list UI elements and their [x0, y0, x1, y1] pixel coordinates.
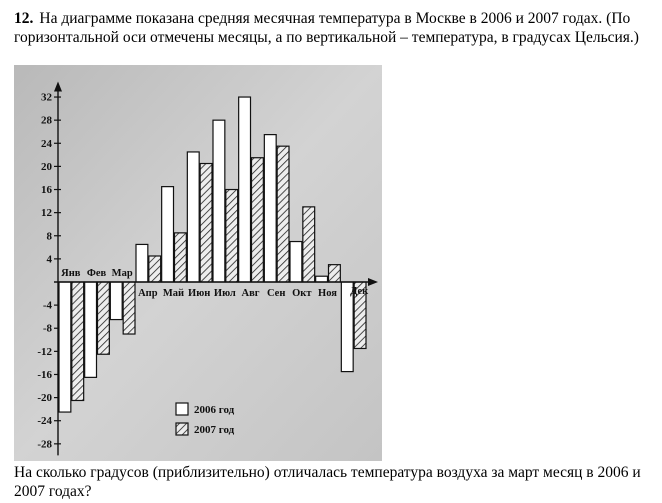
bar-2006-2 — [85, 282, 97, 377]
problem-number: 12. — [14, 10, 34, 27]
bar-2006-9 — [264, 135, 276, 282]
y-tick-label: 24 — [41, 137, 52, 150]
x-tick-label: Мар — [111, 268, 133, 279]
bar-2006-1 — [59, 282, 71, 412]
bar-2007-2 — [98, 282, 110, 354]
bar-2007-3 — [123, 282, 135, 334]
bar-2007-1 — [72, 282, 84, 400]
bar-2007-7 — [226, 190, 238, 282]
x-tick-label: Июл — [213, 288, 236, 299]
y-tick-label: -24 — [37, 415, 52, 428]
x-tick-label: Авг — [241, 288, 260, 299]
y-tick-label: 8 — [46, 230, 52, 243]
legend-swatch-2007 — [176, 423, 188, 435]
y-tick-label: -8 — [42, 322, 52, 335]
bar-2007-9 — [277, 146, 289, 282]
x-tick-label: Ноя — [318, 288, 337, 299]
bar-2007-5 — [175, 233, 187, 282]
x-tick-label: Июн — [188, 288, 211, 299]
legend-swatch-2006 — [176, 403, 188, 415]
x-tick-label: Апр — [138, 288, 158, 299]
x-tick-label: Янв — [61, 268, 81, 279]
x-tick-label: Май — [162, 288, 185, 299]
x-tick-label: Фев — [86, 268, 107, 279]
y-tick-label: 32 — [41, 91, 52, 104]
y-tick-label: -20 — [37, 392, 52, 405]
problem-text: На диаграмме показана средняя месячная температура в Москве в 2006 и 2007 годах. (По горизонтальной оси отмечены месяцы, а по вертикальной – температура, в градусах Цельсия.) — [14, 10, 639, 46]
bar-2007-8 — [252, 158, 264, 282]
y-tick-label: -4 — [42, 299, 52, 312]
bar-2007-11 — [329, 265, 341, 282]
chart-photo — [14, 65, 382, 461]
bar-2006-5 — [162, 187, 174, 282]
y-tick-label: -16 — [37, 368, 52, 381]
temperature-bar-chart — [14, 65, 382, 461]
bar-2006-7 — [213, 120, 225, 282]
bar-2007-4 — [149, 256, 161, 282]
bar-2006-8 — [239, 97, 251, 282]
legend-label-2007: 2007 год — [194, 424, 235, 436]
bar-2007-6 — [200, 164, 212, 282]
question-text: На сколько градусов (приблизительно) отличалась температура воздуха за март месяц в 2006 и 2007 годах? — [14, 464, 641, 500]
bar-2007-10 — [303, 207, 315, 282]
bar-2006-11 — [316, 276, 328, 282]
x-tick-label: Окт — [292, 288, 312, 299]
x-tick-label: Сен — [266, 288, 286, 299]
y-tick-label: 12 — [41, 207, 52, 220]
problem-statement — [14, 9, 654, 47]
y-tick-label: 4 — [46, 253, 52, 266]
bar-2006-4 — [136, 244, 148, 282]
bar-2006-10 — [290, 242, 302, 282]
bar-2006-3 — [110, 282, 122, 320]
y-tick-label: 16 — [41, 184, 52, 197]
bar-2006-6 — [187, 152, 199, 282]
y-tick-label: -12 — [37, 345, 52, 358]
y-tick-label: 20 — [41, 160, 52, 173]
y-tick-label: 28 — [41, 114, 52, 127]
legend-label-2006: 2006 год — [194, 404, 235, 416]
x-tick-label: Дек — [350, 286, 369, 297]
y-tick-label: -28 — [37, 438, 52, 451]
